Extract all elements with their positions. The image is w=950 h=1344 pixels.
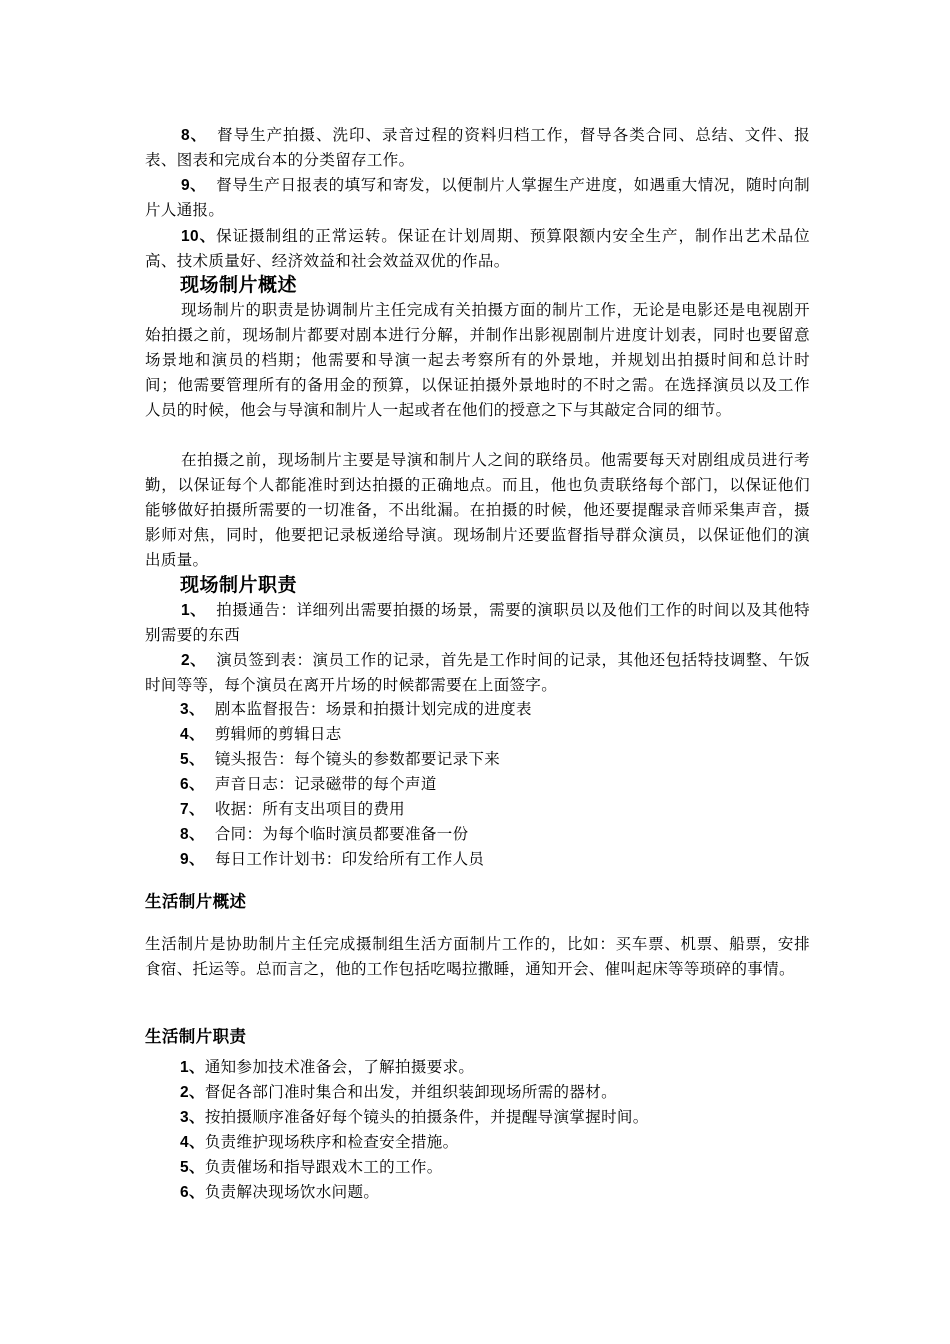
duty-item-6 — [180, 772, 820, 797]
item-text: 剧本监督报告：场景和拍摄计划完成的进度表 — [214, 700, 532, 718]
item-number: 2、 — [180, 1084, 205, 1101]
item-text: 声音日志：记录磁带的每个声道 — [214, 775, 437, 793]
item-text: 镜头报告：每个镜头的参数都要记录下来 — [214, 750, 501, 768]
item-text: 每日工作计划书：印发给所有工作人员 — [214, 850, 485, 868]
item-number: 6、 — [180, 1184, 205, 1201]
overview-paragraph-2: 在拍摄之前，现场制片主要是导演和制片人之间的联络员。他需要每天对剧组成员进行考勤，以保证每个人都能准时到达拍摄的正确地点。而且，他也负责联络每个部门，以保证他们能够做好拍摄所需要的一切准备，不出纰漏。在拍摄的时候，他还要提醒录音师采集声音，摄影师对焦，同时，他要把记录板递给导演。现场制片还要监督指导群众演员，以保证他们的演出质量。 — [145, 451, 810, 569]
duty-item-1 — [145, 598, 810, 648]
item-text: 收据：所有支出项目的费用 — [214, 800, 406, 818]
duty-item-3 — [180, 697, 820, 722]
item-number: 8、 — [180, 826, 205, 843]
item-text: 督导生产拍摄、洗印、录音过程的资料归档工作，督导各类合同、总结、文件、报表、图表和完成台本的分类留存工作。 — [145, 126, 811, 169]
item-number: 3、 — [180, 701, 205, 718]
section-heading-overview: 现场制片概述 — [180, 274, 298, 296]
life-duty-item-6 — [180, 1180, 820, 1205]
item-text: 按拍摄顺序准备好每个镜头的拍摄条件，并提醒导演掌握时间。 — [204, 1108, 649, 1126]
item-number: 5、 — [180, 1159, 205, 1176]
life-duty-item-5 — [180, 1155, 820, 1180]
item-text: 合同：为每个临时演员都要准备一份 — [214, 825, 469, 843]
life-duty-item-3 — [180, 1105, 820, 1130]
duty-item-8 — [180, 822, 820, 847]
item-text: 督促各部门准时集合和出发，并组织装卸现场所需的器材。 — [204, 1083, 617, 1101]
section-heading-duties: 现场制片职责 — [180, 574, 298, 596]
item-number: 3、 — [180, 1109, 205, 1126]
life-duty-item-4 — [180, 1130, 820, 1155]
item-text: 负责维护现场秩序和检查安全措施。 — [204, 1133, 459, 1151]
item-number: 6、 — [180, 776, 205, 793]
item-number: 4、 — [180, 1134, 205, 1151]
item-text: 拍摄通告：详细列出需要拍摄的场景，需要的演职员以及他们工作的时间以及其他特别需要的东西 — [145, 601, 810, 644]
item-number: 4、 — [180, 726, 205, 743]
top-item-9 — [145, 173, 810, 223]
duty-item-4 — [180, 722, 820, 747]
item-number: 5、 — [180, 751, 205, 768]
section-heading-life-duties: 生活制片职责 — [145, 1027, 247, 1046]
duty-item-5 — [180, 747, 820, 772]
life-duty-item-1 — [180, 1055, 820, 1080]
top-item-10 — [145, 224, 810, 274]
item-number: 1、 — [180, 1059, 205, 1076]
duty-item-7 — [180, 797, 820, 822]
item-number: 7、 — [180, 801, 205, 818]
item-text: 负责解决现场饮水问题。 — [204, 1183, 380, 1201]
top-item-8 — [145, 123, 810, 173]
item-number: 9、 — [181, 177, 207, 194]
item-number: 8、 — [181, 127, 208, 144]
item-text: 通知参加技术准备会，了解拍摄要求。 — [204, 1058, 475, 1076]
item-number: 2、 — [181, 652, 207, 669]
item-text: 演员签到表：演员工作的记录，首先是工作时间的记录，其他还包括特技调整、午饭时间等等，每个演员在离开片场的时候都需要在上面签字。 — [145, 651, 810, 694]
duty-item-2 — [145, 648, 810, 698]
item-text: 负责催场和指导跟戏木工的工作。 — [204, 1158, 443, 1176]
overview-paragraph-1: 现场制片的职责是协调制片主任完成有关拍摄方面的制片工作，无论是电影还是电视剧开始拍摄之前，现场制片都要对剧本进行分解，并制作出影视剧制片进度计划表，同时也要留意场景地和演员的档期；他需要和导演一起去考察所有的外景地，并规划出拍摄时间和总计时间；他需要管理所有的备用金的预算，以保证拍摄外景地时的不时之需。在选择演员以及工作人员的时候，他会与导演和制片人一起或者在他们的授意之下与其敲定合同的细节。 — [145, 301, 810, 419]
section-heading-life-overview: 生活制片概述 — [145, 892, 247, 911]
item-number: 1、 — [181, 602, 207, 619]
life-overview-paragraph: 生活制片是协助制片主任完成摄制组生活方面制片工作的，比如：买车票、机票、船票，安排食宿、托运等。总而言之，他的工作包括吃喝拉撒睡，通知开会、催叫起床等等琐碎的事情。 — [145, 935, 810, 978]
item-text: 保证摄制组的正常运转。保证在计划周期、预算限额内安全生产，制作出艺术品位高、技术质量好、经济效益和社会效益双优的作品。 — [145, 227, 810, 270]
life-duty-item-2 — [180, 1080, 820, 1105]
item-text: 剪辑师的剪辑日志 — [214, 725, 342, 743]
item-number: 10、 — [181, 228, 217, 245]
item-text: 督导生产日报表的填写和寄发，以便制片人掌握生产进度，如遇重大情况，随时向制片人通报。 — [145, 176, 810, 219]
duty-item-9 — [180, 847, 820, 872]
item-number: 9、 — [180, 851, 205, 868]
